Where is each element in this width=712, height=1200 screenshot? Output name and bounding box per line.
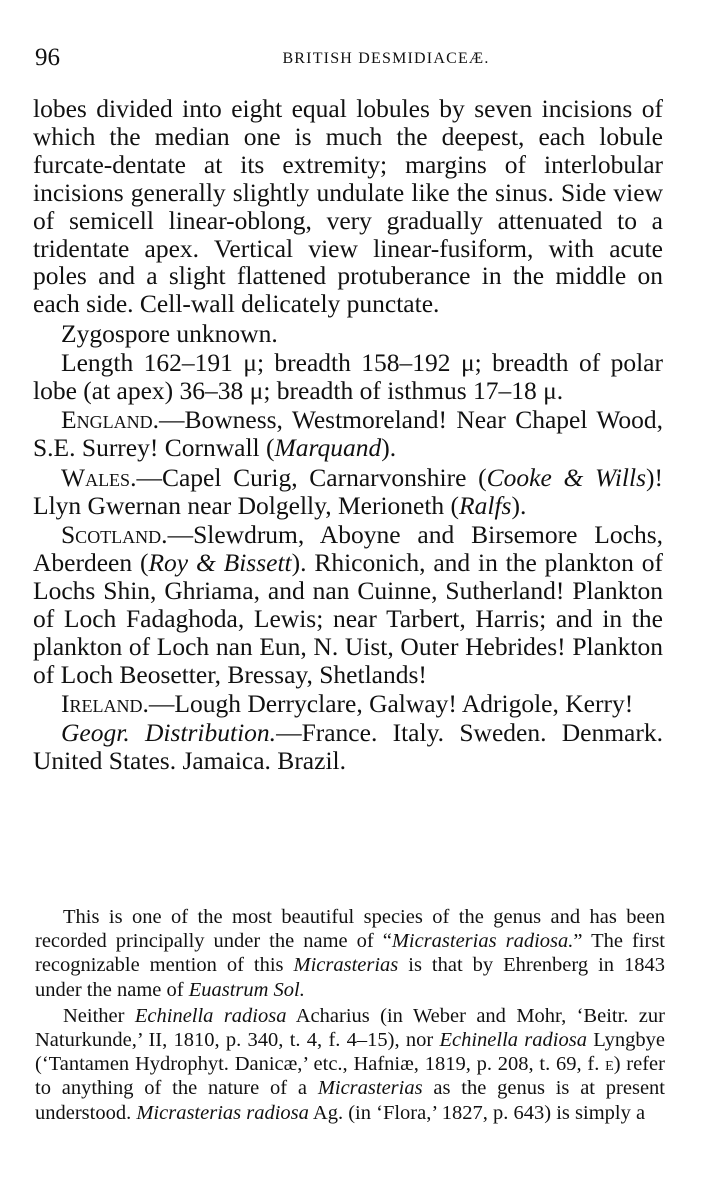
geographic-distribution: Geogr. Distribution.—France. Italy. Sweden. Denmark. United States. Jamaica. Brazil. bbox=[33, 718, 663, 776]
description-paragraph: lobes divided into eight equal lobules by seven incisions of which the median one is much the deepest, each lobule furcate-dentate at its extremity; margins of interlobular incisions generally slightly undulate like the sinus. Side view of semicell linear-oblong, very gradually attenuated to a tridentate apex. Vertical view linear-fusiform, with acute poles and a slight flattened protuberance in the middle on each side. Cell-wall delicately punctate. bbox=[33, 94, 663, 319]
region-label-scotland: Scotland. bbox=[61, 520, 168, 550]
dimensions-paragraph: Length 162–191 μ; breadth 158–192 μ; breadth of polar lobe (at apex) 36–38 μ; breadth of isthmus 17–18 μ. bbox=[33, 348, 663, 406]
running-title: BRITISH DESMIDIACEÆ. bbox=[282, 50, 490, 67]
locality-england: England.—Bowness, Westmoreland! Near Chapel Wood, S.E. Surrey! Cornwall (Marquand). bbox=[33, 405, 663, 463]
region-label-england: England. bbox=[61, 405, 159, 435]
locality-scotland: Scotland.—Slewdrum, Aboyne and Birsemore Lochs, Aberdeen (Roy & Bissett). Rhiconich, and in the plankton of Lochs Shin, Ghriama, and nan Cuinne, Sutherland! Plankton of Loch Fadaghoda, Lewis; near Tarbert, Harris; and in the plankton of Loch nan Eun, N. Uist, Outer Hebrides! Plankton of Loch Beosetter, Bressay, Shetlands! bbox=[33, 520, 663, 689]
note-paragraph-2: Neither Echinella radiosa Acharius (in Weber and Mohr, ‘Beitr. zur Naturkunde,’ II, 1810, p. 340, t. 4, f. 4–15), nor Echinella radiosa Lyngbye (‘Tantamen Hydrophyt. Danicæ,’ etc., Hafniæ, 1819, p. 208, t. 69, f. e) refer to anything of the nature of a Micrasterias as the genus is at present understood. Micrasterias radiosa Ag. (in ‘Flora,’ 1827, p. 643) is simply a bbox=[35, 1004, 666, 1124]
zygospore-note: Zygospore unknown. bbox=[61, 318, 278, 348]
running-header bbox=[35, 44, 667, 74]
note-paragraph-1: This is one of the most beautiful species of the genus and has been recorded principally under the name of “Micrasterias radiosa.” The first recognizable mention of this Micrasterias is that by Ehrenberg in 1843 under the name of Euastrum Sol. bbox=[35, 906, 666, 1001]
locality-ireland: Ireland.—Lough Derryclare, Galway! Adrigole, Kerry! bbox=[61, 689, 634, 719]
species-description bbox=[33, 95, 663, 775]
distribution-label: Geogr. Distribution. bbox=[61, 718, 277, 748]
page-number: 96 bbox=[35, 44, 60, 71]
region-label-wales: Wales. bbox=[61, 462, 137, 492]
locality-wales: Wales.—Capel Curig, Carnarvonshire (Cooke & Wills)! Llyn Gwernan near Dolgelly, Merioneth (Ralfs). bbox=[33, 462, 663, 520]
species-notes bbox=[35, 905, 665, 1125]
region-label-ireland: Ireland. bbox=[61, 689, 149, 719]
